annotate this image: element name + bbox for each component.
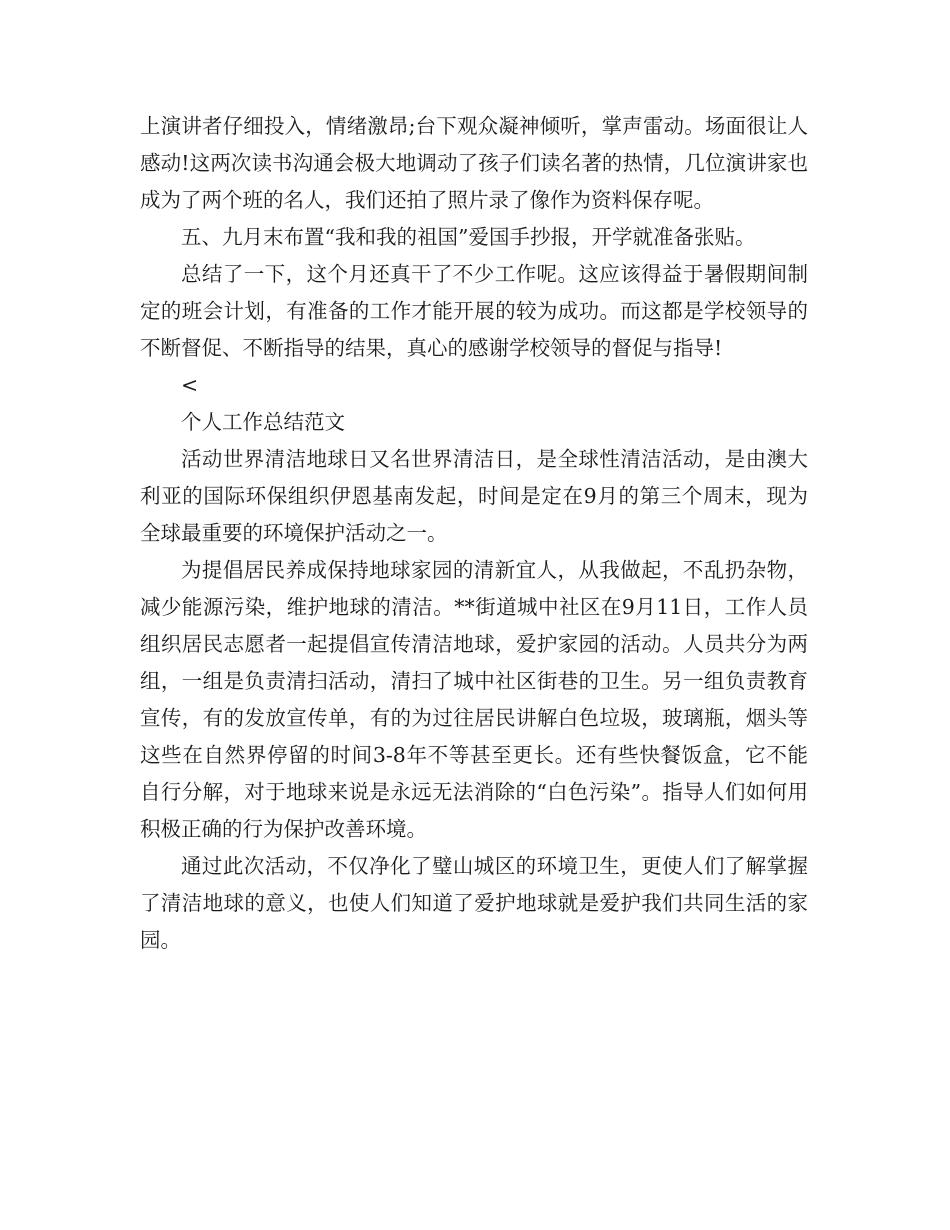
paragraph-bracket: < — [181, 373, 199, 397]
paragraph-summary: 总结了一下，这个月还真干了不少工作呢。这应该得益于暑假期间制定的班会计划，有准备的工作才能开展的较为成功。而这都是学校领导的不断督促、不断指导的结果，真心的感谢学校领导的督促与指导! — [140, 262, 808, 360]
paragraph-continuation: 上演讲者仔细投入，情绪激昂;台下观众凝神倾听，掌声雷动。场面很让人感动!这两次读书沟通会极大地调动了孩子们读名著的热情，几位演讲家也成为了两个班的名人，我们还拍了照片录了像作为资料保存呢。 — [140, 114, 808, 212]
paragraph-conclusion: 通过此次活动，不仅净化了璧山城区的环境卫生，更使人们了解掌握了清洁地球的意义，也使人们知道了爱护地球就是爱护我们共同生活的家园。 — [140, 854, 808, 952]
paragraph-item-five: 五、九月末布置“我和我的祖国”爱国手抄报，开学就准备张贴。 — [181, 225, 756, 249]
document-body — [140, 108, 808, 959]
paragraph-activity: 为提倡居民养成保持地球家园的清新宜人，从我做起，不乱扔杂物，减少能源污染，维护地球的清洁。**街道城中社区在9月11日，工作人员组织居民志愿者一起提倡宣传清洁地球，爱护家园的活动。人员共分为两组，一组是负责清扫活动，清扫了城中社区街巷的卫生。另一组负责教育宣传，有的发放宣传单，有的为过往居民讲解白色垃圾，玻璃瓶，烟头等这些在自然界停留的时间3-8年不等甚至更长。还有些快餐饭盒，它不能自行分解，对于地球来说是永远无法消除的“白色污染”。指导人们如何用积极正确的行为保护改善环境。 — [140, 558, 808, 841]
section-heading: 个人工作总结范文 — [181, 410, 345, 434]
paragraph-intro: 活动世界清洁地球日又名世界清洁日，是全球性清洁活动，是由澳大利亚的国际环保组织伊恩基南发起，时间是定在9月的第三个周末，现为全球最重要的环境保护活动之一。 — [140, 447, 808, 545]
